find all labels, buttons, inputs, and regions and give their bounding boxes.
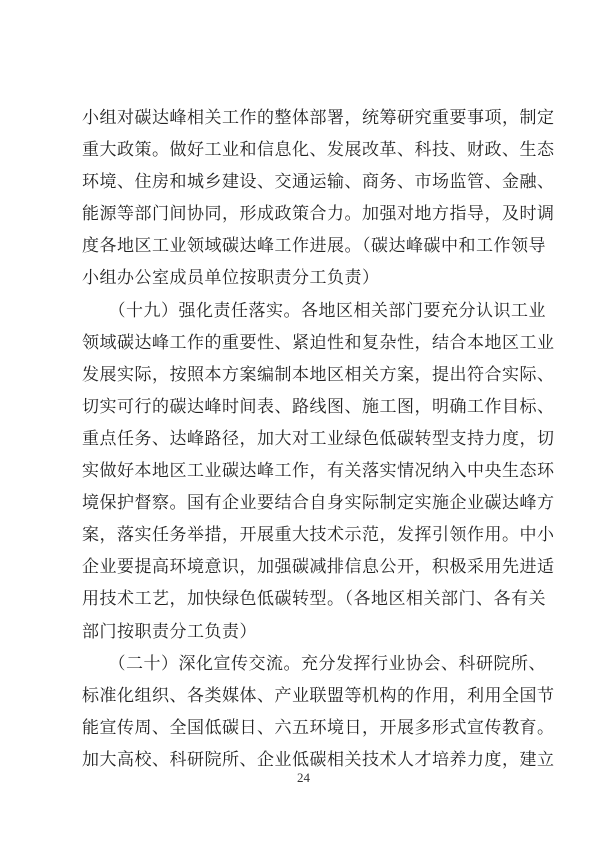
text-line: 加大高校、科研院所、企业低碳相关技术人才培养力度，建立 <box>82 749 555 770</box>
text-line: 小组对碳达峰相关工作的整体部署，统筹研究重要事项，制定 <box>82 108 555 128</box>
page-number: 24 <box>297 770 310 785</box>
text-line: 小组办公室成员单位按职责分工负责） <box>82 268 380 289</box>
body-text <box>82 102 555 776</box>
text-line: 能宣传周、全国低碳日、六五环境日，开展多形式宣传教育。 <box>82 717 555 738</box>
text-line: 实做好本地区工业碳达峰工作，有关落实情况纳入中央生态环 <box>82 461 555 482</box>
text-line: 重大政策。做好工业和信息化、发展改革、科技、财政、生态 <box>82 140 555 161</box>
text-line: 切实可行的碳达峰时间表、路线图、施工图，明确工作目标、 <box>82 396 555 417</box>
text-line: 能源等部门间协同，形成政策合力。加强对地方指导，及时调 <box>82 204 555 225</box>
text-line: （十九）强化责任落实。各地区相关部门要充分认识工业 <box>82 300 546 321</box>
text-line: 案，落实任务举措，开展重大技术示范，发挥引领作用。中小 <box>82 525 555 546</box>
text-line: 重点任务、达峰路径，加大对工业绿色低碳转型支持力度，切 <box>82 428 555 449</box>
text-line: 用技术工艺，加快绿色低碳转型。（各地区相关部门、各有关 <box>82 589 546 610</box>
text-line: 境保护督察。国有企业要结合自身实际制定实施企业碳达峰方 <box>82 493 555 514</box>
text-line: （二十）深化宣传交流。充分发挥行业协会、科研院所、 <box>82 653 546 674</box>
text-line: 部门按职责分工负责） <box>82 621 257 642</box>
text-line: 领域碳达峰工作的重要性、紧迫性和复杂性，结合本地区工业 <box>82 332 555 353</box>
text-line: 标准化组织、各类媒体、产业联盟等机构的作用，利用全国节 <box>82 685 555 706</box>
text-line: 度各地区工业领域碳达峰工作进展。（碳达峰碳中和工作领导 <box>82 236 546 257</box>
text-line: 企业要提高环境意识，加强碳减排信息公开，积极采用先进适 <box>82 557 555 578</box>
text-line: 发展实际，按照本方案编制本地区相关方案，提出符合实际、 <box>82 364 555 385</box>
text-line: 环境、住房和城乡建设、交通运输、商务、市场监管、金融、 <box>82 172 555 193</box>
